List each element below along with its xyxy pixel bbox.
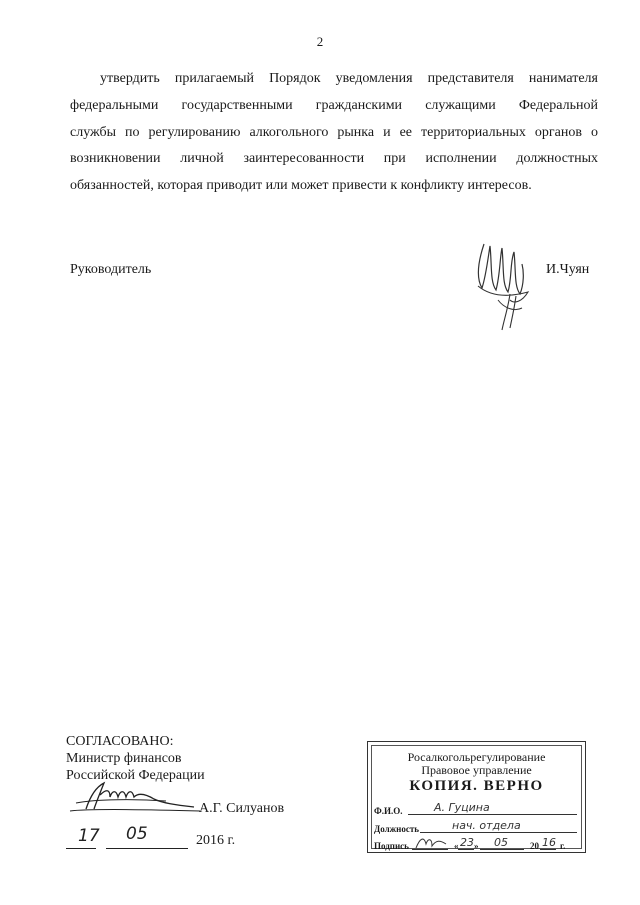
stamp-fio-line (408, 814, 577, 815)
stamp-position-line (420, 832, 577, 833)
body-paragraph (70, 66, 598, 200)
approval-position-line2: Российской Федерации (66, 768, 205, 783)
stamp-fio-label: Ф.И.О. (374, 806, 403, 816)
body-line: федеральными государственными гражданскими служащими Федеральной (70, 97, 598, 113)
minister-signature (66, 779, 206, 819)
stamp-row-fio (374, 799, 577, 817)
stamp-row-signature: Подпись « 23 » 05 20 16 г. (374, 836, 566, 851)
minister-name: А.Г. Силуанов (199, 801, 285, 816)
date-month: 05 (126, 824, 148, 844)
approval-heading: СОГЛАСОВАНО: (66, 734, 174, 749)
head-name: И.Чуян (546, 262, 590, 277)
stamp-signature-label: Подпись (374, 841, 409, 851)
page-number: 2 (316, 34, 324, 49)
stamp-row-position (374, 817, 577, 835)
body-line: утвердить прилагаемый Порядок уведомления представителя нанимателя (100, 71, 598, 86)
body-line: возникновении личной заинтересованности при исполнении должностных (70, 151, 598, 167)
stamp-signature-mark (414, 834, 448, 852)
copy-stamp (367, 741, 586, 853)
stamp-department: Правовое управление (421, 763, 532, 777)
stamp-date-month: 05 (494, 836, 508, 849)
stamp-date-year-prefix: 20 (530, 841, 539, 851)
stamp-inner-border (371, 745, 582, 849)
approval-date-year: 2016 г. (196, 833, 236, 848)
date-day: 17 (78, 826, 100, 846)
stamp-date-month-line (480, 849, 524, 850)
head-signature (470, 238, 538, 336)
stamp-fio-value: А. Гуцина (434, 801, 490, 814)
approval-position-line1: Министр финансов (66, 751, 182, 766)
approval-block (66, 733, 205, 784)
stamp-position-value: нач. отдела (452, 819, 521, 832)
stamp-title: КОПИЯ. ВЕРНО (409, 778, 544, 794)
stamp-date-year-suffix: 16 (542, 836, 556, 849)
body-line: обязанностей, которая приводит или может привести к конфликту интересов. (70, 178, 532, 194)
stamp-organization: Росалкогольрегулирование (407, 750, 546, 764)
body-line: службы по регулированию алкогольного рынка и ее территориальных органов о (70, 124, 598, 140)
stamp-date-day: 23 (460, 836, 474, 849)
stamp-position-label: Должность (374, 824, 420, 834)
head-title: Руководитель (70, 262, 152, 277)
stamp-date-year-unit: г. (560, 841, 566, 851)
